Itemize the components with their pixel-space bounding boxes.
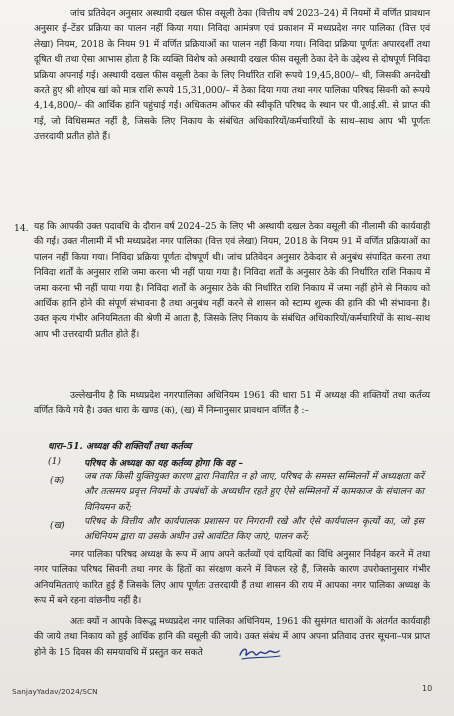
subsection-1-text: परिषद के अध्यक्ष का यह कर्तव्य होगा कि वह –	[84, 458, 244, 469]
paragraph-ullekh-text: उल्लेखनीय है कि मध्यप्रदेश नगरपालिका अधिनियम 1961 की धारा 51 में अध्यक्ष की शक्तियों तथा कर्तव्य वर्णित किये गये है। उक्त धारा के खण्ड (क), (ख) में निम्नानुसार प्रावधान वर्णित है :–	[34, 390, 430, 417]
paragraph-13-text: जांच प्रतिवेदन अनुसार अस्थायी दखल फीस वसूली ठेका (वित्तीय वर्ष 2023–24) में नियमों में वर्णित प्रावधान अनुसार ई–टेंडर प्रक्रिया का पालन नहीं किया गया। निविदा आमंत्रण एवं प्रकाशन में मध्यप्रदेश नगर पालिका (वित्त एवं लेखा) नियम, 2018 के नियम 91 में वर्णित प्रक्रियाओं का पालन नहीं किया गया। निविदा प्रक्रिया पूर्णतः अपारदर्शी तथा दूषित थी तथा ऐसा आभास होता है कि व्यक्ति विशेष को अस्थायी दखल फीस वसूली ठेका देने के उद्देश्य से दोषपूर्ण निविदा प्रक्रिया अपनाई गई। अस्थायी दखल फीस वसूली ठेका के लिए निर्धारित राशि रूपये 19,45,800/– थी, जिसकी अनदेखी करते हुए श्री शोएब खां को मात्र राशि रूपये 15,31,000/– में ठेका दिया गया तथा नगर पालिका परिषद सिवनी को रूपये 4,14,800/– की आर्थिक हानि पहुंचाई गई। अधिकतम ऑफर की स्वीकृति परिषद के स्थान पर पी.आई.सी. से प्राप्त की गई, जो विधिसम्मत नहीं है, जिसके लिए निकाय के संबंधित अधिकारियों/कर्मचारियों के साथ–साथ आप भी पूर्णतः उत्तरदायी प्रतीत होते हैं।	[34, 8, 430, 143]
paragraph-nagar-palika-text: नगर पालिका परिषद अध्यक्ष के रूप में आप अपने कर्तव्यों एवं दायित्वों का विधि अनुसार निर्वहन करने में तथा नगर पालिका परिषद सिवनी तथा नगर के हितों का संरक्षण करने में विफल रहे हैं, जिसके कारण उपरोक्तानुसार गंभीर अनियमितताएं कारित हुई हैं जिसके लिए आप पूर्णतः उत्तरदायी हैं तथा शासन की राय में आपका नगर पालिका अध्यक्ष के रूप में बने रहना वांछनीय नहीं है।	[34, 549, 430, 607]
paragraph-13	[34, 6, 430, 145]
clause-kha	[84, 514, 424, 545]
paragraph-atah-text: अतः क्यों न आपके विरूद्ध मध्यप्रदेश नगर पालिका अधिनियम, 1961 की सुसंगत धाराओं के अंतर्गत कार्यवाही की जाये तथा निकाय को हुई आर्थिक हानि की वसूली की जाये। उक्त संबंध में आप अपना प्रतिवाद उत्तर सूचना–पत्र प्राप्त होने के 15 दिवस की समयावधि में प्रस्तुत कर सकते	[34, 616, 430, 658]
footer-reference: SanjayYadav/2024/SCN	[12, 687, 98, 696]
paragraph-14-text: यह कि आपकी उक्त पदावधि के दौरान वर्ष 2024–25 के लिए भी अस्थायी दखल ठेका वसूली की नीलामी की कार्यवाही की गई। उक्त नीलामी में भी मध्यप्रदेश नगर पालिका (वित्त एवं लेखा) नियम, 2018 के नियम 91 में वर्णित प्रक्रियाओं का पालन नहीं किया गया। निविदा प्रक्रिया पूर्णतः दोषपूर्ण थी। जांच प्रतिवेदन अनुसार ठेकेदार से अनुबंध संपादित करना तथा निविदा शर्तों के अनुसार राशि जमा करना भी नहीं पाया गया है। निविदा शर्तों के अनुसार ठेके की निर्धारित राशि निकाय में जमा करना भी नहीं पाया गया है। निविदा शर्तों के अनुसार ठेके की निर्धारित राशि निकाय में जमा नहीं होने से निकाय को आर्थिक हानि होने की संपूर्ण संभावना है तथा अनुबंध नहीं करने से शासन को स्टाम्प शुल्क की हानि की भी संभावना है। उक्त कृत्य गंभीर अनियमितता की श्रेणी में आता है, जिसके लिए निकाय के संबंधित अधिकारियों/कर्मचारियों के साथ–साथ आप भी उत्तरदायी प्रतीत होते हैं।	[34, 221, 430, 340]
clause-ka-text: जब तक किसी युक्तियुक्त कारण द्वारा निवारित न हो जाए, परिषद के समस्त सम्मिलनों में अध्यक्षता करें और तत्समय प्रवृत्त नियमों के उपबंधों के अध्यधीन रहते हुए ऐसे सम्मिलनों में कामकाज के संचालन का विनियमन करें;	[84, 471, 424, 513]
page-number: 10	[422, 684, 433, 693]
clause-ka-label: (क)	[50, 475, 65, 486]
paragraph-atah	[34, 614, 430, 660]
section-51-heading: धारा–51. अध्यक्ष की शक्तियाँ तथा कर्तव्य	[48, 441, 192, 452]
signature-initials	[238, 644, 284, 662]
paragraph-14	[34, 219, 430, 342]
subsection-1-number: (1)	[48, 456, 62, 467]
paragraph-nagar-palika	[34, 547, 430, 609]
clause-kha-label: (ख)	[50, 520, 65, 531]
paragraph-ullekh	[34, 388, 430, 419]
clause-kha-text: परिषद के वित्तीय और कार्यपालक प्रशासन पर निगरानी रखे और ऐसे कार्यपालन कृत्यों का, जो इस अधिनियम द्वारा या उसके अधीन उसे आवंटित किए जाएं, पालन करें;	[84, 516, 424, 543]
item-14-number: 14.	[14, 223, 29, 234]
clause-ka	[84, 469, 424, 515]
